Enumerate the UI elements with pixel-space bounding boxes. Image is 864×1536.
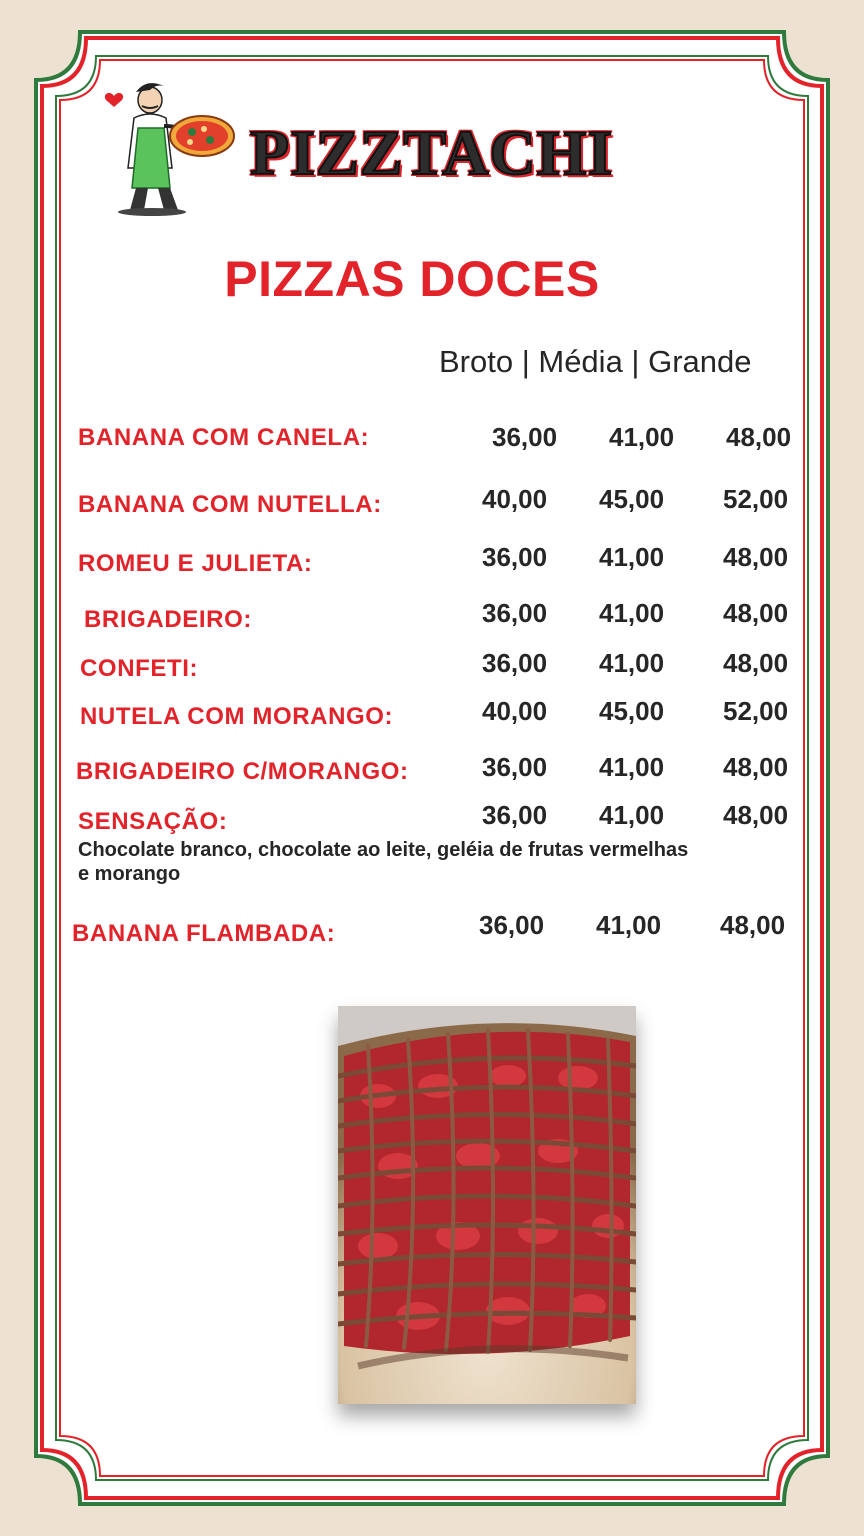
price-broto: 40,00 bbox=[482, 484, 548, 514]
price-broto: 36,00 bbox=[479, 910, 545, 940]
price-media: 41,00 bbox=[599, 598, 665, 628]
price-media: 45,00 bbox=[599, 696, 665, 726]
price-broto: 36,00 bbox=[482, 598, 548, 628]
menu-item-name: BRIGADEIRO C/MORANGO: bbox=[76, 758, 409, 785]
price-broto: 36,00 bbox=[482, 648, 548, 678]
chef-holding-pizza-icon bbox=[92, 74, 242, 224]
price-grande: 52,00 bbox=[723, 484, 789, 514]
menu-item-name: SENSAÇÃO: bbox=[78, 808, 228, 835]
price-media: 41,00 bbox=[596, 910, 662, 940]
price-media: 41,00 bbox=[599, 752, 665, 782]
menu-item-name: BANANA COM NUTELLA: bbox=[78, 491, 382, 518]
menu-item-name: BANANA FLAMBADA: bbox=[72, 920, 336, 947]
price-broto: 36,00 bbox=[492, 422, 558, 452]
price-broto: 36,00 bbox=[482, 542, 548, 572]
price-broto: 36,00 bbox=[482, 800, 548, 830]
price-grande: 48,00 bbox=[723, 598, 789, 628]
menu-item-name: CONFETI: bbox=[80, 655, 199, 682]
page-title: PIZZAS DOCES bbox=[224, 251, 600, 307]
price-grande: 48,00 bbox=[726, 422, 792, 452]
menu-item-name: BRIGADEIRO: bbox=[84, 606, 252, 633]
brand-name: PIZZTACHI bbox=[250, 117, 614, 188]
price-grande: 48,00 bbox=[723, 648, 789, 678]
price-media: 41,00 bbox=[599, 800, 665, 830]
price-broto: 36,00 bbox=[482, 752, 548, 782]
price-media: 45,00 bbox=[599, 484, 665, 514]
price-grande: 48,00 bbox=[723, 542, 789, 572]
price-media: 41,00 bbox=[599, 648, 665, 678]
price-broto: 40,00 bbox=[482, 696, 548, 726]
item-description: Chocolate branco, chocolate ao leite, geléia de frutas vermelhas e morango bbox=[78, 839, 689, 885]
price-media: 41,00 bbox=[609, 422, 675, 452]
menu-item-name: BANANA COM CANELA: bbox=[78, 424, 370, 451]
menu-item-name: NUTELA COM MORANGO: bbox=[80, 703, 394, 730]
price-media: 41,00 bbox=[599, 542, 665, 572]
price-grande: 48,00 bbox=[720, 910, 786, 940]
price-grande: 48,00 bbox=[723, 800, 789, 830]
logo bbox=[92, 74, 772, 224]
menu-item-name: ROMEU E JULIETA: bbox=[78, 550, 313, 577]
price-grande: 52,00 bbox=[723, 696, 789, 726]
size-header: Broto | Média | Grande bbox=[439, 344, 752, 379]
strawberry-chocolate-pizza-photo bbox=[338, 1006, 636, 1404]
price-grande: 48,00 bbox=[723, 752, 789, 782]
